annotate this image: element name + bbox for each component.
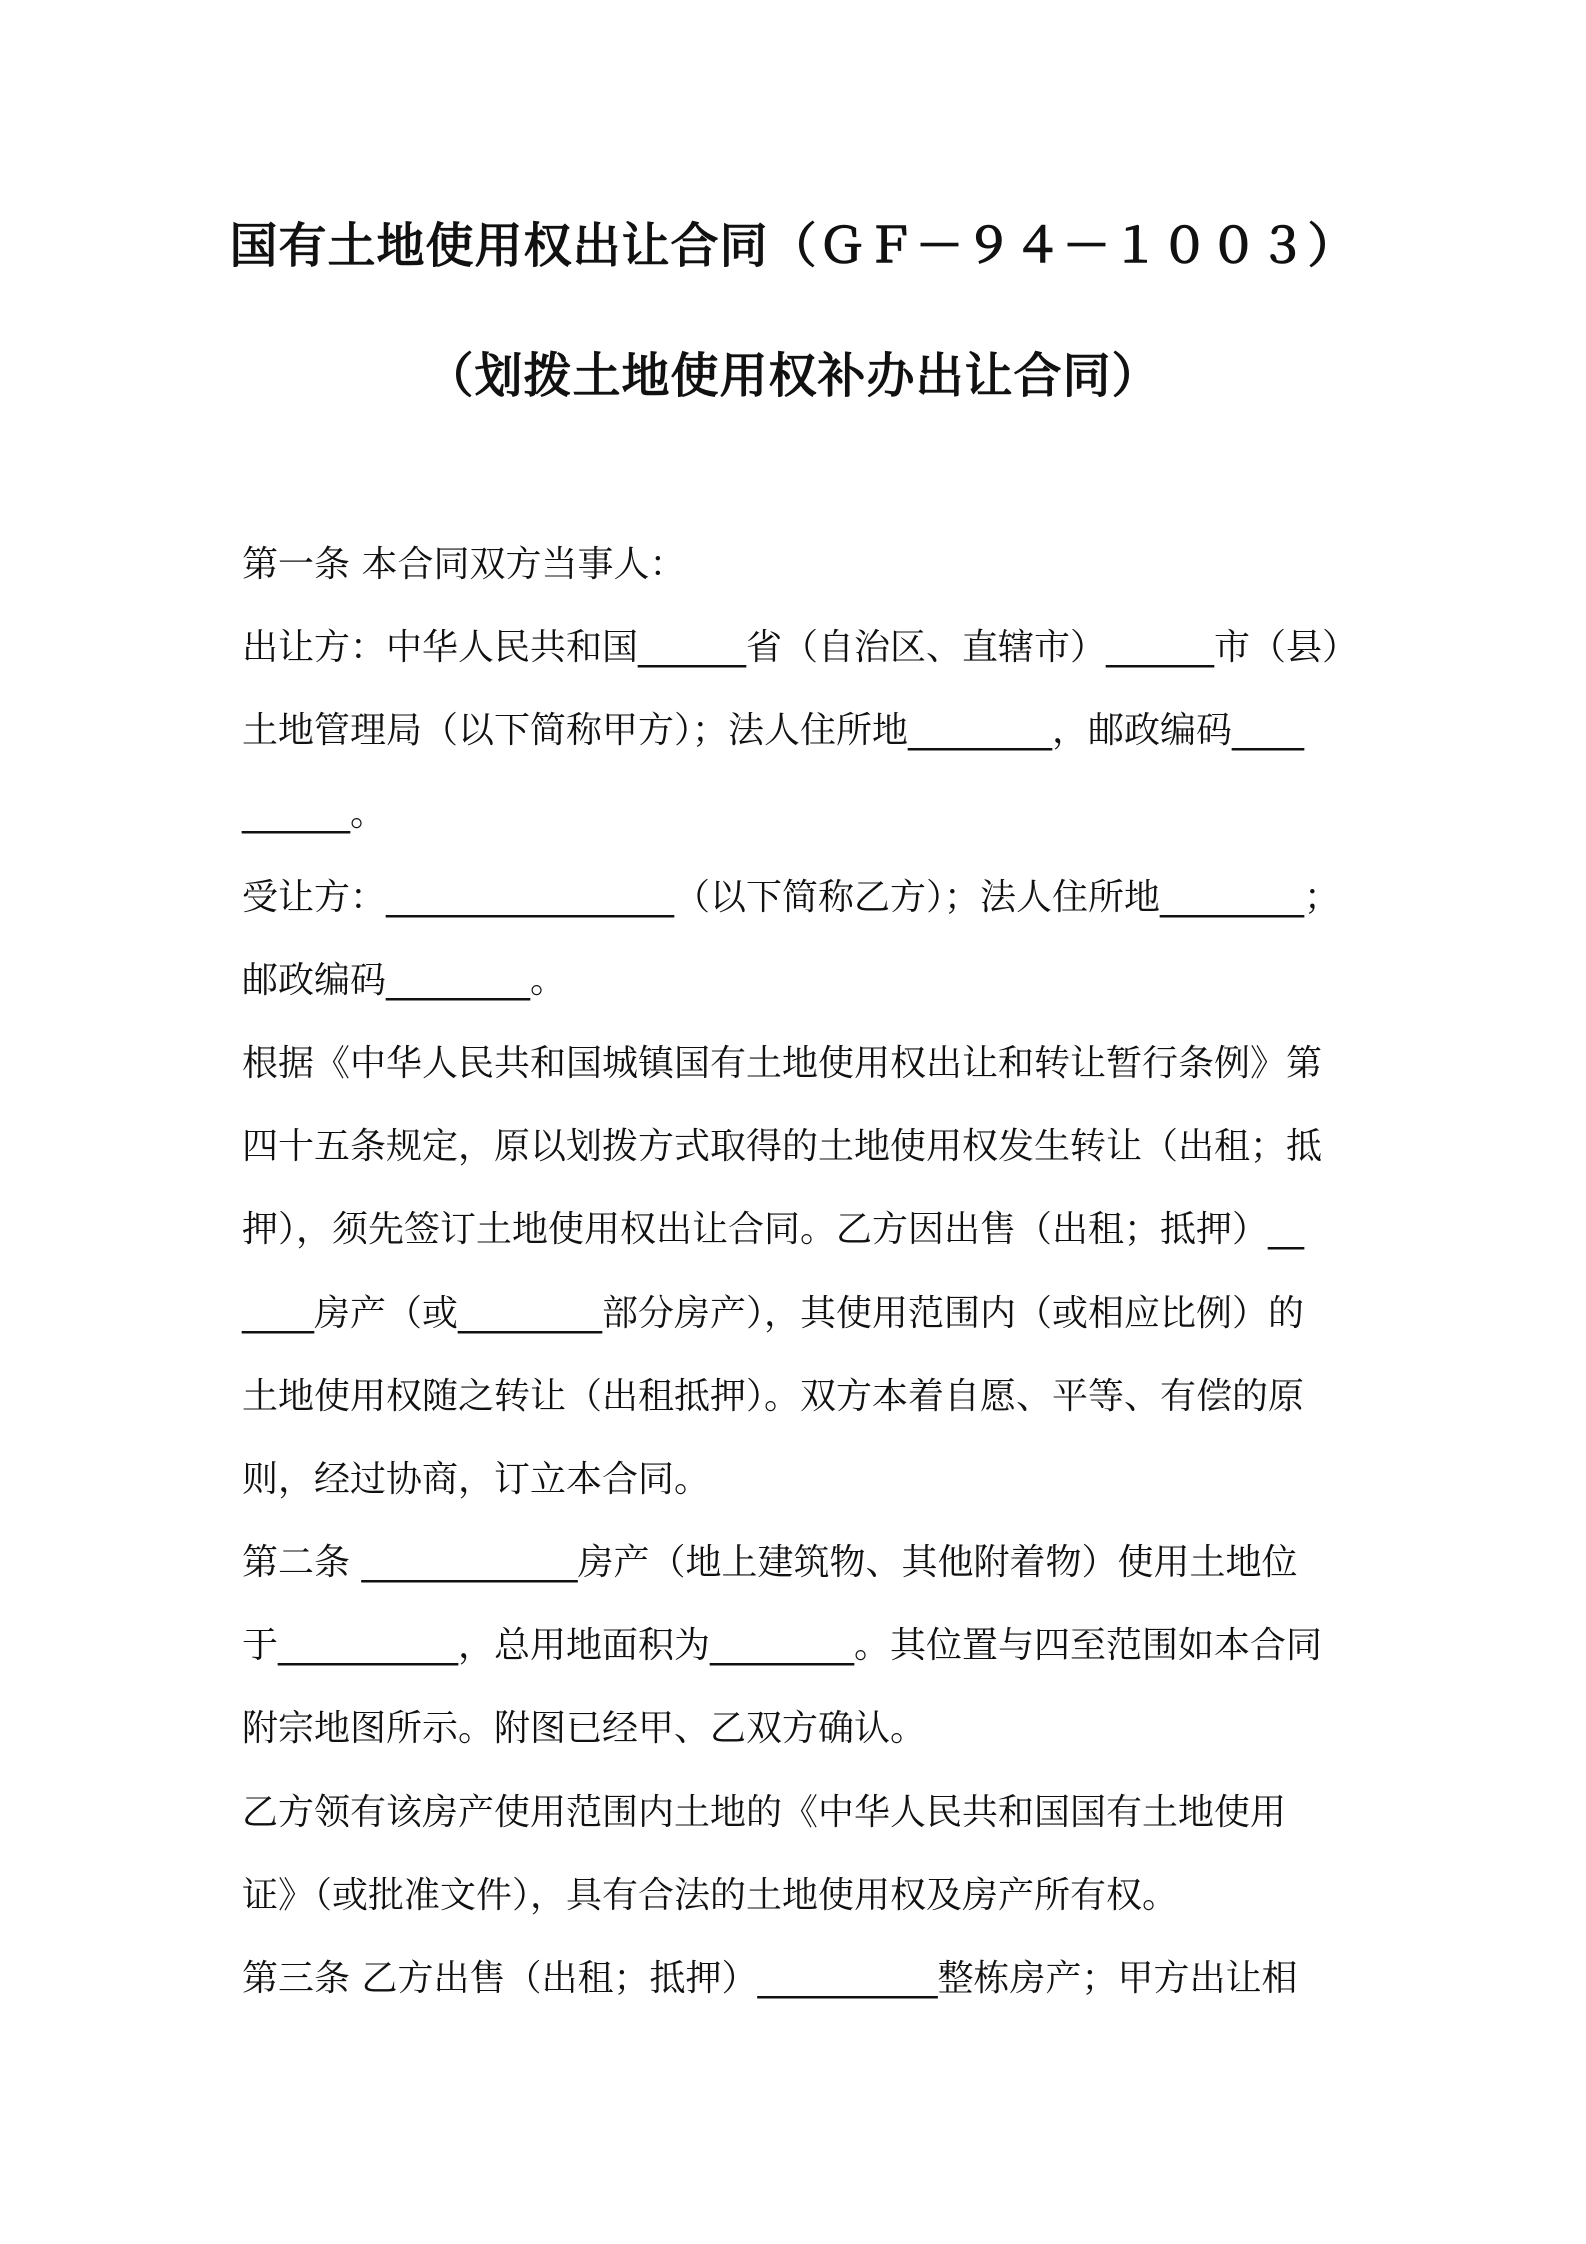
body-line: 第二条 ____________房产（地上建筑物、其他附着物）使用土地位 (242, 1542, 1298, 1583)
body-line: 四十五条规定，原以划拨方式取得的土地使用权发生转让（出租；抵 (242, 1126, 1323, 1167)
body-line: 邮政编码________。 (242, 960, 567, 1001)
body-line: 附宗地图所示。附图已经甲、乙双方确认。 (242, 1708, 927, 1749)
document-title: 国有土地使用权出让合同（ＧＦ－９４－１００３） (229, 218, 1357, 274)
body-line: 第三条 乙方出售（出租；抵押）__________整栋房产；甲方出让相 (242, 1958, 1298, 1999)
body-line: 土地使用权随之转让（出租抵押）。双方本着自愿、平等、有偿的原 (242, 1376, 1305, 1417)
body-line: 则，经过协商，订立本合同。 (242, 1459, 711, 1500)
body-line: 于__________，总用地面积为________。其位置与四至范围如本合同 (242, 1625, 1323, 1666)
body-line: 第一条 本合同双方当事人： (242, 544, 686, 585)
body-line: 证》（或批准文件），具有合法的土地使用权及房产所有权。 (242, 1875, 1179, 1916)
body-line: ______。 (242, 793, 387, 834)
body-line: 受让方：________________（以下简称乙方）；法人住所地________； (242, 877, 1341, 918)
body-line: ____房产（或________部分房产），其使用范围内（或相应比例）的 (242, 1293, 1305, 1334)
body-line: 押），须先签订土地使用权出让合同。乙方因出售（出租；抵押）__ (242, 1209, 1305, 1250)
body-line: 出让方：中华人民共和国______省（自治区、直辖市）______市（县） (242, 627, 1359, 668)
body-line: 根据《中华人民共和国城镇国有土地使用权出让和转让暂行条例》第 (242, 1043, 1323, 1084)
body-line: 土地管理局（以下简称甲方）；法人住所地________，邮政编码____ (242, 710, 1305, 751)
document-subtitle: （划拨土地使用权补办出让合同） (425, 348, 1161, 404)
body-line: 乙方领有该房产使用范围内土地的《中华人民共和国国有土地使用 (242, 1792, 1287, 1833)
